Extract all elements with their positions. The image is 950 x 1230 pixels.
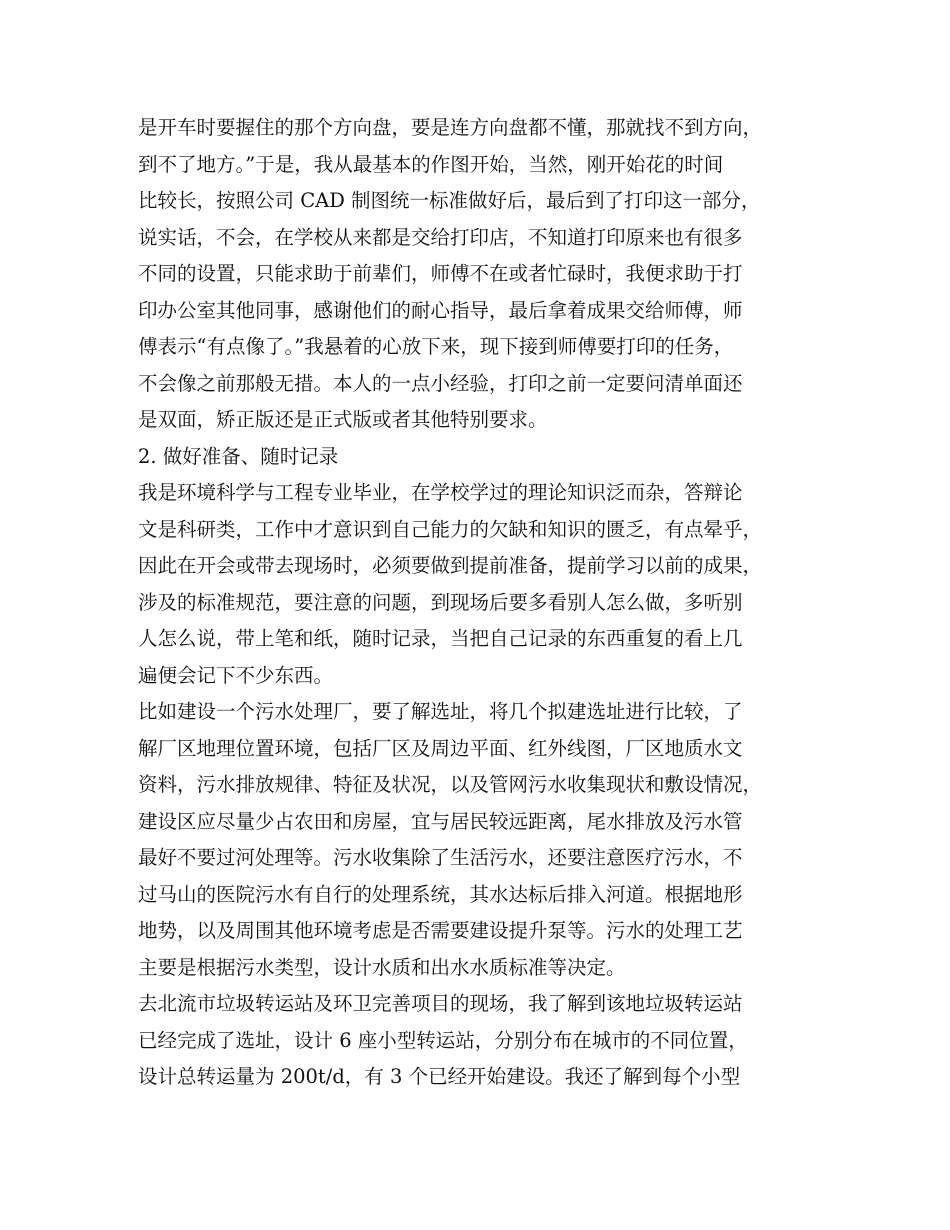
text-line: 主要是根据污水类型，设计水质和出水水质标准等决定。 <box>138 955 626 979</box>
text-line: 文是科研类，工作中才意识到自己能力的欠缺和知识的匮乏，有点晕乎， <box>138 517 763 541</box>
text-line: 因此在开会或带去现场时，必须要做到提前准备，提前学习以前的成果， <box>138 554 763 577</box>
text-line: 说实话，不会，在学校从来都是交给打印店，不知道打印原来也有很多 <box>138 225 743 249</box>
section-heading: 2. 做好准备、随时记录 <box>138 444 339 468</box>
text-line: 我是环境科学与工程专业毕业，在学校学过的理论知识泛而杂，答辩论 <box>138 481 743 504</box>
text-line: 遍便会记下不少东西。 <box>138 663 334 687</box>
text-line: 设计总转运量为 200t/d，有 3 个已经开始建设。我还了解到每个小型 <box>138 1065 741 1088</box>
text-line: 最好不要过河处理等。污水收集除了生活污水，还要注意医疗污水，不 <box>138 846 743 869</box>
text-line: 傅表示“有点像了。”我悬着的心放下来，现下接到师傅要打印的任务， <box>138 335 734 358</box>
text-line: 印办公室其他同事，感谢他们的耐心指导，最后拿着成果交给师傅，师 <box>138 298 743 322</box>
text-line: 建设区应尽量少占农田和房屋，宜与居民较远距离，尾水排放及污水管 <box>138 809 743 833</box>
text-line: 涉及的标准规范，要注意的问题，到现场后要多看别人怎么做，多听别 <box>138 590 743 614</box>
text-line: 不同的设置，只能求助于前辈们，师傅不在或者忙碌时，我便求助于打 <box>138 262 743 285</box>
text-line: 是双面，矫正版还是正式版或者其他特别要求。 <box>138 408 548 431</box>
text-line: 比如建设一个污水处理厂，要了解选址，将几个拟建选址进行比较，了 <box>138 700 743 723</box>
text-line: 去北流市垃圾转运站及环卫完善项目的现场，我了解到该地垃圾转运站 <box>138 992 743 1015</box>
text-line: 过马山的医院污水有自行的处理系统，其水达标后排入河道。根据地形 <box>138 882 743 906</box>
text-line: 人怎么说，带上笔和纸，随时记录，当把自己记录的东西重复的看上几 <box>138 627 743 650</box>
text-line: 是开车时要握住的那个方向盘，要是连方向盘都不懂，那就找不到方向， <box>138 116 763 139</box>
text-line: 到不了地方。”于是，我从最基本的作图开始，当然，刚开始花的时间 <box>138 152 724 176</box>
text-line: 比较长，按照公司 CAD 制图统一标准做好后，最后到了打印这一部分， <box>138 189 761 212</box>
text-line: 不会像之前那般无措。本人的一点小经验，打印之前一定要问清单面还 <box>138 371 743 395</box>
text-line: 已经完成了选址，设计 6 座小型转运站，分别分布在城市的不同位置， <box>138 1028 748 1052</box>
text-line: 资料，污水排放规律、特征及状况，以及管网污水收集现状和敷设情况， <box>138 773 763 796</box>
text-line: 解厂区地理位置环境，包括厂区及周边平面、红外线图，厂区地质水文 <box>138 736 743 760</box>
text-line: 地势，以及周围其他环境考虑是否需要建设提升泵等。污水的处理工艺 <box>138 919 743 942</box>
document-body <box>138 110 838 1096</box>
